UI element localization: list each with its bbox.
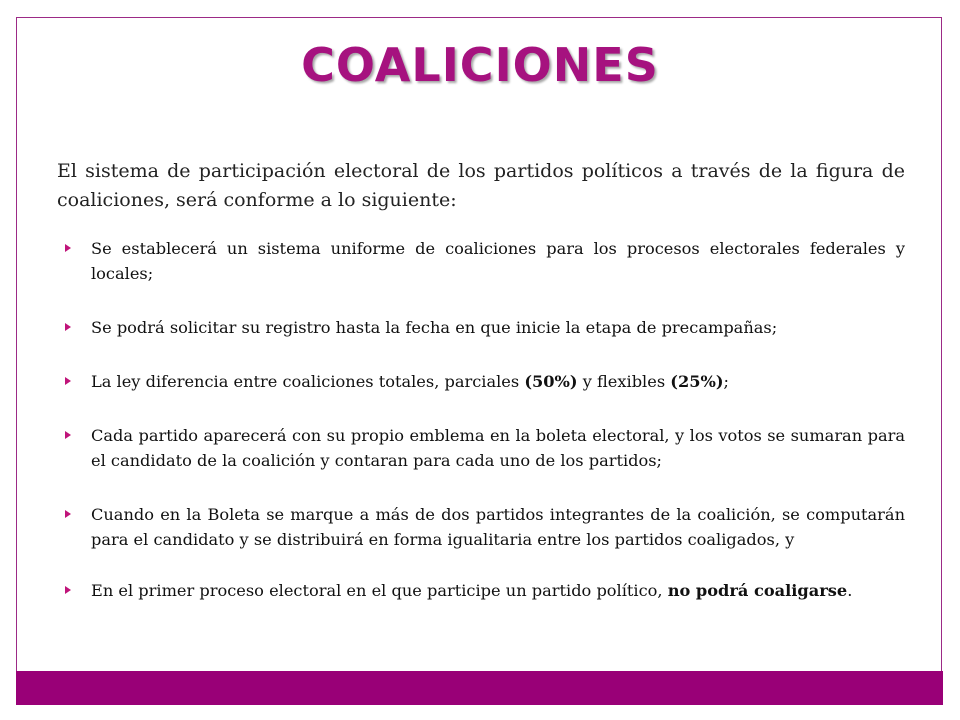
bullet-item bbox=[65, 369, 905, 394]
bullet-text: En el primer proceso electoral en el que participe un partido político, bbox=[91, 581, 668, 600]
footer-bar bbox=[16, 671, 943, 705]
bullet-text: Cuando en la Boleta se marque a más de dos partidos integrantes de la coalición, se computarán para el candidato y se distribuirá en forma igualitaria entre los partidos coaligados, y bbox=[91, 505, 905, 549]
triangle-right-icon bbox=[65, 244, 71, 252]
triangle-right-icon bbox=[65, 323, 71, 331]
bullet-text: ; bbox=[723, 372, 729, 391]
bullet-item bbox=[65, 423, 905, 473]
bullet-item bbox=[65, 236, 905, 286]
bullet-list bbox=[65, 236, 905, 603]
triangle-right-icon bbox=[65, 431, 71, 439]
bullet-item bbox=[65, 578, 905, 603]
triangle-right-icon bbox=[65, 586, 71, 594]
intro-paragraph: El sistema de participación electoral de los partidos políticos a través de la figura de coaliciones, será conforme a lo siguiente: bbox=[57, 160, 905, 211]
bullet-text: y flexibles bbox=[577, 372, 671, 391]
bullet-item bbox=[65, 315, 905, 340]
bullet-text: . bbox=[847, 581, 853, 600]
bullet-text: Se podrá solicitar su registro hasta la fecha en que inicie la etapa de precampañas; bbox=[91, 318, 778, 337]
bullet-text: Cada partido aparecerá con su propio emblema en la boleta electoral, y los votos se sumaran para el candidato de la coalición y contaran para cada uno de los partidos; bbox=[91, 426, 905, 470]
bullet-item bbox=[65, 502, 905, 552]
slide-title: COALICIONES bbox=[301, 38, 659, 92]
bullet-emphasis: no podrá coaligarse bbox=[667, 581, 848, 600]
triangle-right-icon bbox=[65, 377, 71, 385]
bullet-text: La ley diferencia entre coaliciones totales, parciales bbox=[91, 372, 525, 391]
bullet-emphasis: (25%) bbox=[670, 372, 724, 391]
bullet-text: Se establecerá un sistema uniforme de coaliciones para los procesos electorales federales y locales; bbox=[91, 239, 905, 283]
bullet-emphasis: (50%) bbox=[524, 372, 578, 391]
triangle-right-icon bbox=[65, 510, 71, 518]
